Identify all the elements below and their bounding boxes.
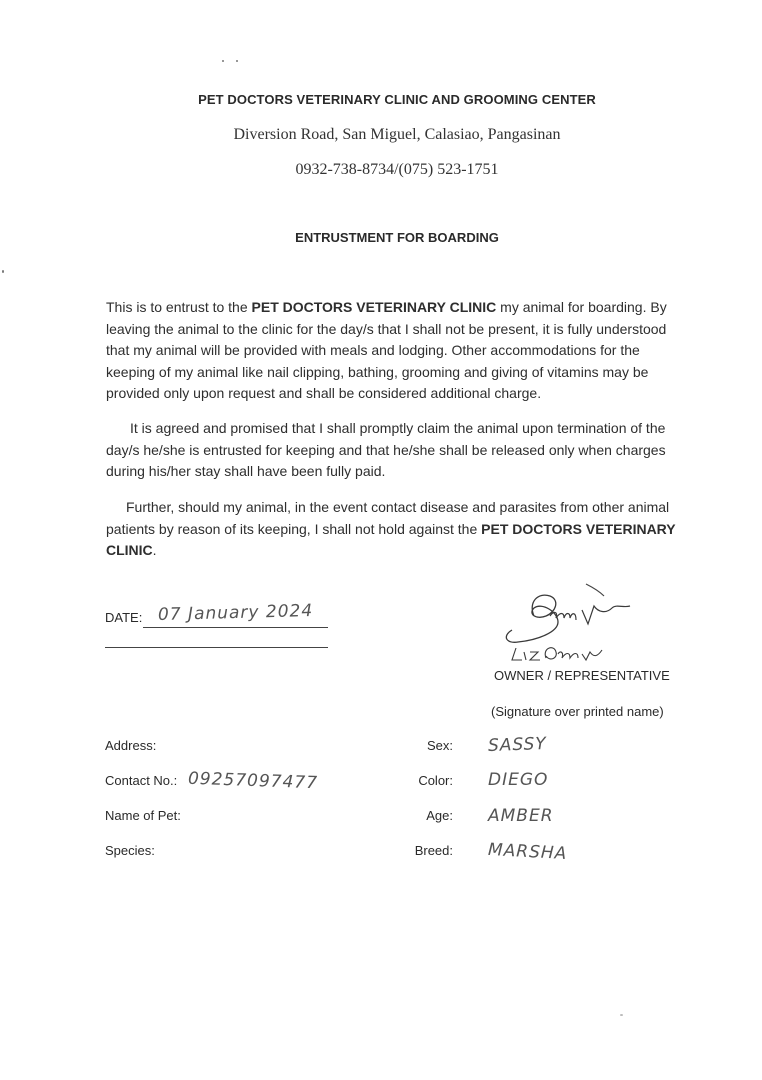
address-label: Address: bbox=[105, 738, 157, 753]
age-label: Age: bbox=[426, 808, 453, 823]
scan-speck bbox=[2, 270, 4, 273]
clinic-address: Diversion Road, San Miguel, Calasiao, Pangasinan bbox=[233, 126, 561, 143]
color-label: Color: bbox=[418, 773, 453, 788]
age-value: AMBER bbox=[488, 806, 554, 826]
paragraph-entrust: This is to entrust to the PET DOCTORS VETERINARY CLINIC my animal for boarding. By leaving the animal to the clinic for the day/s that I shall not be present, it is fully understood that my animal will be provided with meals and lodging. Other accommodations for the keeping of my animal like nail clipping, bathing, grooming and giving of vitamins may be provided only upon request and shall be considered additional charge. bbox=[106, 299, 667, 401]
date-underline bbox=[143, 627, 328, 628]
signature-note: (Signature over printed name) bbox=[491, 704, 664, 719]
sex-value: SASSY bbox=[487, 733, 548, 757]
color-value: DIEGO bbox=[488, 770, 549, 790]
breed-label: Breed: bbox=[414, 843, 453, 858]
scan-speck bbox=[236, 60, 238, 62]
clinic-name-bold: PET DOCTORS VETERINARY CLINIC bbox=[251, 299, 497, 315]
date-underline-2 bbox=[105, 647, 328, 648]
pet-name-label: Name of Pet: bbox=[105, 808, 181, 823]
sex-label: Sex: bbox=[426, 738, 453, 753]
breed-value: MARSHA bbox=[487, 839, 568, 865]
clinic-name-bold: PET DOCTORS VETERINARY CLINIC bbox=[106, 520, 676, 558]
date-label: DATE: bbox=[105, 610, 143, 625]
contact-label: Contact No.: bbox=[105, 773, 178, 788]
clinic-phone: 0932-738-8734/(075) 523-1751 bbox=[295, 161, 499, 178]
contact-value: 09257097477 bbox=[187, 768, 319, 794]
scan-speck bbox=[222, 60, 224, 62]
date-value: 07 January 2024 bbox=[157, 600, 314, 626]
document-title: ENTRUSTMENT FOR BOARDING bbox=[295, 230, 499, 245]
clinic-name: PET DOCTORS VETERINARY CLINIC AND GROOMING CENTER bbox=[198, 92, 596, 107]
signature-scribble bbox=[498, 582, 638, 664]
scan-speck bbox=[620, 1014, 623, 1016]
paragraph-claim: It is agreed and promised that I shall promptly claim the animal upon termination of the day/s he/she is entrusted for keeping and that he/she shall be released only when charges during his/her stay shall have been fully paid. bbox=[106, 420, 666, 479]
owner-representative-label: OWNER / REPRESENTATIVE bbox=[494, 668, 670, 683]
paragraph-liability: Further, should my animal, in the event contact disease and parasites from other animal patients by reason of its keeping, I shall not hold against the PET DOCTORS VETERINARY CLINIC. bbox=[106, 499, 676, 558]
species-label: Species: bbox=[105, 843, 155, 858]
